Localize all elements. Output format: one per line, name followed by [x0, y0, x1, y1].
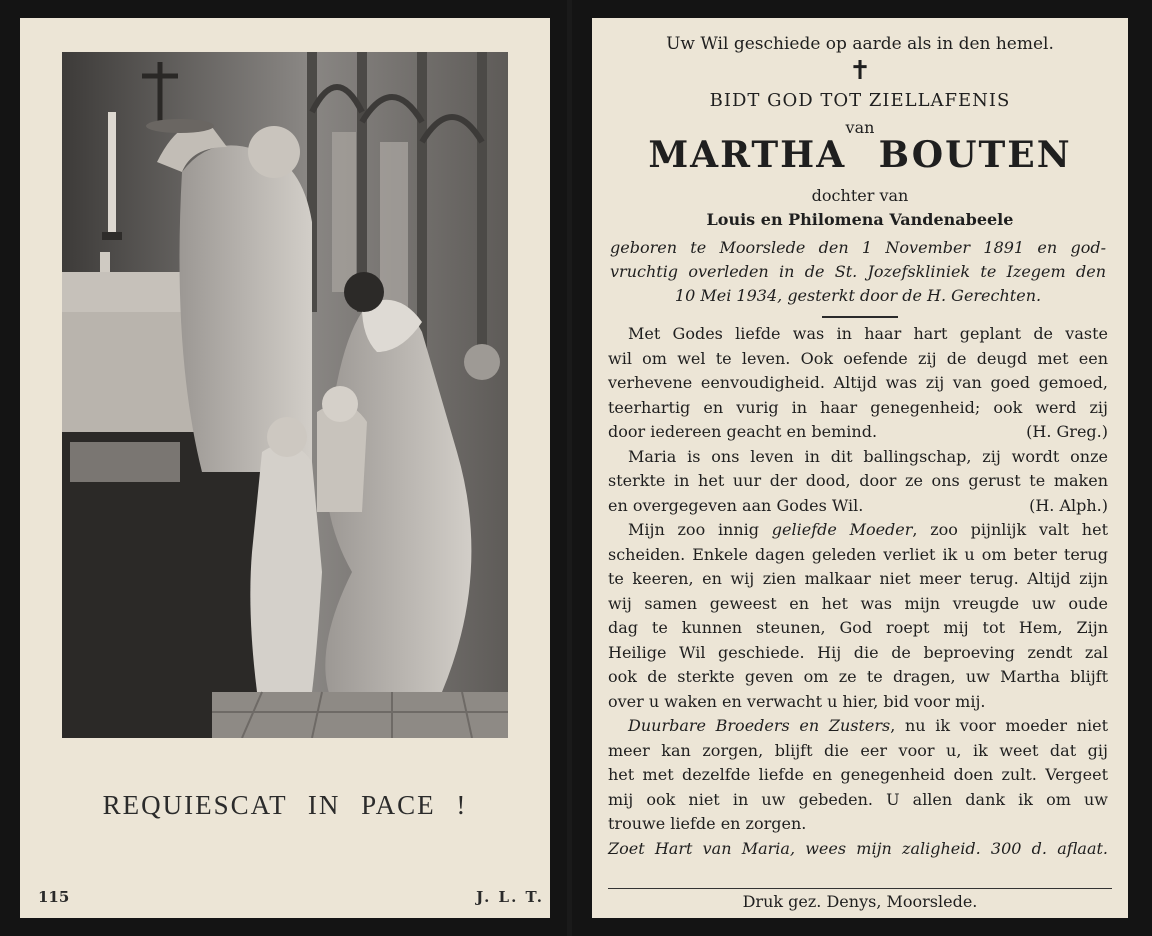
text-line: trouwe liefde en zorgen.	[608, 814, 807, 833]
emphasis: Duurbare Broeders en Zusters	[628, 716, 891, 735]
card-number: 115	[38, 888, 70, 906]
memorial-text	[608, 322, 1108, 861]
text-segment: , nu ik voor moeder niet	[890, 716, 1109, 735]
text-line-main: door iedereen geacht en bemind.	[608, 422, 878, 441]
footer-divider	[608, 888, 1112, 889]
text-segment: , zoo pijnlijk valt het	[912, 520, 1109, 539]
left-card-paper	[20, 18, 550, 918]
citation: (H. Greg.)	[1026, 422, 1108, 441]
deceased-name: MARTHA BOUTEN	[648, 134, 1072, 176]
text-line: teerhartig en vurig in haar genegenheid; ook werd zij	[608, 397, 1108, 417]
left-card	[0, 0, 567, 936]
text-line	[608, 518, 1108, 543]
bio-line: geboren te Moorslede den 1 November 1891 en god-	[610, 238, 1106, 257]
text-line	[608, 494, 1108, 519]
text-line: te keeren, en wij zien malkaar niet meer terug. Altijd zijn	[608, 569, 1108, 588]
text-line: verhevene eenvoudigheid. Altijd was zij van goed gemoed,	[608, 373, 1108, 392]
citation: (H. Alph.)	[1029, 495, 1108, 515]
engraving-picture	[62, 52, 508, 738]
closing-prayer: Zoet Hart van Maria, wees mijn zaligheid. 300 d. aflaat.	[608, 838, 1108, 858]
bio-line: 10 Mei 1934, gesterkt door de H. Gerechten.	[674, 286, 1042, 305]
prayer-request: BIDT GOD TOT ZIELLAFENIS	[709, 90, 1011, 111]
requiescat-caption: REQUIESCAT IN PACE !	[102, 790, 468, 820]
text-line	[608, 714, 1108, 739]
right-card-paper	[592, 18, 1128, 918]
text-line: Met Godes liefde was in haar hart geplant de vaste	[628, 324, 1108, 343]
printer-credit: Druk gez. Denys, Moorslede.	[742, 892, 978, 911]
biography	[610, 236, 1106, 308]
divider	[822, 316, 898, 318]
text-line: Heilige Wil geschiede. Hij die de beproeving zendt zal	[608, 642, 1108, 662]
text-line: wil om wel te leven. Ook oefende zij de deugd met een	[608, 348, 1108, 368]
text-line: wij samen geweest en het was mijn vreugde uw oude	[608, 593, 1108, 613]
text-line: dag te kunnen steunen, God roept mij tot Hem, Zijn	[608, 618, 1108, 637]
bio-line: vruchtig overleden in de St. Jozefskliniek te Izegem den	[610, 262, 1106, 281]
text-line: mij ook niet in uw gebeden. U allen dank ik om uw	[608, 789, 1108, 809]
text-line: sterkte in het uur der dood, door ze ons gerust te maken	[608, 471, 1108, 490]
cross-icon: ✝	[849, 56, 871, 86]
verse-heading: Uw Wil geschiede op aarde als in den hemel.	[666, 34, 1054, 54]
right-card	[572, 0, 1152, 936]
printer-initials: J. L. T.	[476, 888, 544, 906]
daughter-of-label: dochter van	[811, 186, 909, 205]
van-label: van	[845, 118, 875, 137]
text-line-main: en overgegeven aan Godes Wil.	[608, 495, 864, 515]
text-line: scheiden. Enkele dagen geleden verliet ik u om beter terug	[608, 544, 1108, 564]
emphasis: geliefde Moeder	[771, 520, 913, 539]
text-line: het met dezelfde liefde en genegenheid doen zult. Vergeet	[608, 765, 1108, 784]
text-segment: Mijn zoo innig	[628, 520, 772, 539]
text-line	[608, 420, 1108, 445]
text-line: meer kan zorgen, blijft die eer voor u, ik weet dat gij	[608, 740, 1108, 760]
parents-names: Louis en Philomena Vandenabeele	[706, 210, 1014, 229]
text-line: ook de sterkte geven om ze te dragen, uw Martha blijft	[608, 667, 1108, 686]
text-line: Maria is ons leven in dit ballingschap, zij wordt onze	[628, 446, 1108, 466]
devotional-engraving	[62, 52, 508, 738]
text-line: over u waken en verwacht u hier, bid voor mij.	[608, 691, 986, 711]
